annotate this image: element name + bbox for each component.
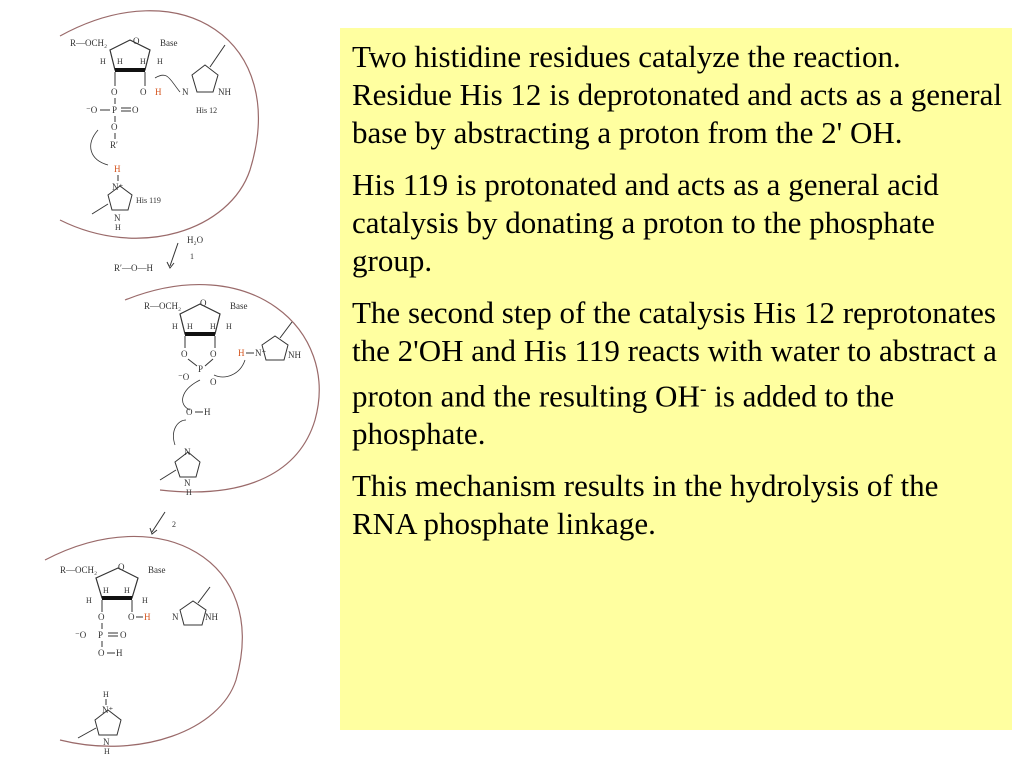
phosphorus-label: P [112, 105, 118, 115]
n-plus-label: N⁺ [112, 182, 124, 192]
nh-label: NH [218, 87, 231, 97]
r-och2-label: R—OCH₂ [60, 565, 98, 575]
paragraph-second-step-tail: is added to the phosphate. [352, 378, 895, 452]
base-label: Base [230, 301, 248, 311]
h-label: H [115, 223, 121, 232]
bond [280, 322, 292, 338]
h-label: H [226, 322, 232, 331]
stage-3 [45, 536, 242, 756]
o-label: O [120, 630, 127, 640]
bond [205, 359, 213, 366]
bond [198, 587, 210, 603]
o-minus-label: ⁻O [75, 630, 87, 640]
paragraph-second-step-text: The second step of the catalysis His 12 reprotonates the 2'OH and His 119 reacts with water to abstract a proton and the resulting OH [352, 295, 997, 414]
h-label: H [103, 586, 109, 595]
h-label: H [172, 322, 178, 331]
step-2-arrow [150, 512, 176, 534]
o-label: O [98, 612, 105, 622]
bond [92, 204, 108, 214]
paragraph-hydrolysis: This mechanism results in the hydrolysis of the RNA phosphate linkage. [352, 468, 939, 542]
ring-o-label: O [118, 562, 125, 572]
reaction-arrow-icon [170, 243, 178, 266]
n-plus-label: N⁺ [102, 705, 114, 715]
o-label: O [132, 105, 139, 115]
bond [160, 470, 176, 480]
stage-1 [60, 11, 258, 238]
proton-h-red: H [155, 87, 162, 97]
water-label: H₂O [187, 235, 204, 245]
paragraph-second-step [352, 294, 1006, 453]
h-label: H [187, 322, 193, 331]
o-label: O [186, 407, 193, 417]
h-label: H [142, 596, 148, 605]
hydroxide-charge: - [699, 378, 707, 400]
h-label: H [124, 586, 130, 595]
nh-label: NH [205, 612, 218, 622]
n-label: N [103, 737, 110, 747]
ring-o-label: O [200, 298, 207, 308]
bond [188, 359, 197, 366]
base-label: Base [148, 565, 166, 575]
nh-label: N [114, 213, 121, 223]
phosphorus-label: P [198, 364, 204, 374]
o-label: O [210, 377, 217, 387]
curved-arrow-icon [183, 380, 200, 410]
curved-arrow-icon [91, 130, 108, 165]
curved-arrow-icon [173, 420, 186, 445]
h-label: H [157, 57, 163, 66]
paragraph-his119: His 119 is protonated and acts as a general acid catalysis by donating a proton to the phosphate group. [352, 167, 939, 278]
h-label: H [86, 596, 92, 605]
h-label: H [204, 407, 211, 417]
o-label: O [111, 122, 118, 132]
bond [78, 728, 96, 738]
curved-arrow-icon [214, 360, 245, 377]
n-label: N [184, 478, 191, 488]
proton-h-red: H [114, 164, 121, 174]
r-och2-label: R—OCH₂ [144, 301, 182, 311]
r-prime-label: R′ [110, 140, 118, 150]
base-label: Base [160, 38, 178, 48]
leaving-group-label: R′—O—H [114, 263, 153, 273]
his12-label: His 12 [196, 106, 218, 115]
h-label: H [186, 488, 192, 497]
o-minus-label: ⁻O [86, 105, 98, 115]
o2-label: O [140, 87, 147, 97]
n-label: N [184, 447, 191, 457]
nh-label: NH [288, 350, 301, 360]
enzyme-surface-2 [125, 285, 319, 492]
h-label: H [117, 57, 123, 66]
ring-o-label: O [133, 36, 140, 46]
stage-2 [125, 285, 319, 497]
step-1-arrow [114, 235, 204, 273]
reaction-mechanism-diagram [0, 0, 340, 768]
step-1-label: 1 [190, 252, 194, 261]
n-label: N [182, 87, 189, 97]
o-label: O [181, 349, 188, 359]
bond [210, 45, 225, 67]
n-plus-label: N⁺ [255, 348, 267, 358]
o3-label: O [111, 87, 118, 97]
step-2-label: 2 [172, 520, 176, 529]
h-label: H [140, 57, 146, 66]
h-label: H [103, 690, 109, 699]
r-och2-label: R—OCH₂ [70, 38, 108, 48]
h-label: H [116, 648, 123, 658]
paragraph-histidine-residues: Two histidine residues catalyze the reaction. Residue His 12 is deprotonated and acts as a general base by abstracting a proton from the 2' OH. [352, 39, 1002, 150]
o-label: O [98, 648, 105, 658]
o-label: O [210, 349, 217, 359]
his-ring [180, 601, 206, 625]
his12-ring [192, 65, 218, 92]
o-label: O [128, 612, 135, 622]
proton-h-red: H [238, 348, 245, 358]
proton-h-red: H [144, 612, 151, 622]
explanation-panel [340, 28, 1012, 730]
o-minus-label: ⁻O [178, 372, 190, 382]
h-label: H [100, 57, 106, 66]
reaction-arrow-icon [152, 512, 165, 532]
h-label: H [104, 747, 110, 756]
his119-label: His 119 [136, 196, 161, 205]
phosphorus-label: P [98, 630, 104, 640]
h-label: H [210, 322, 216, 331]
n-label: N [172, 612, 179, 622]
